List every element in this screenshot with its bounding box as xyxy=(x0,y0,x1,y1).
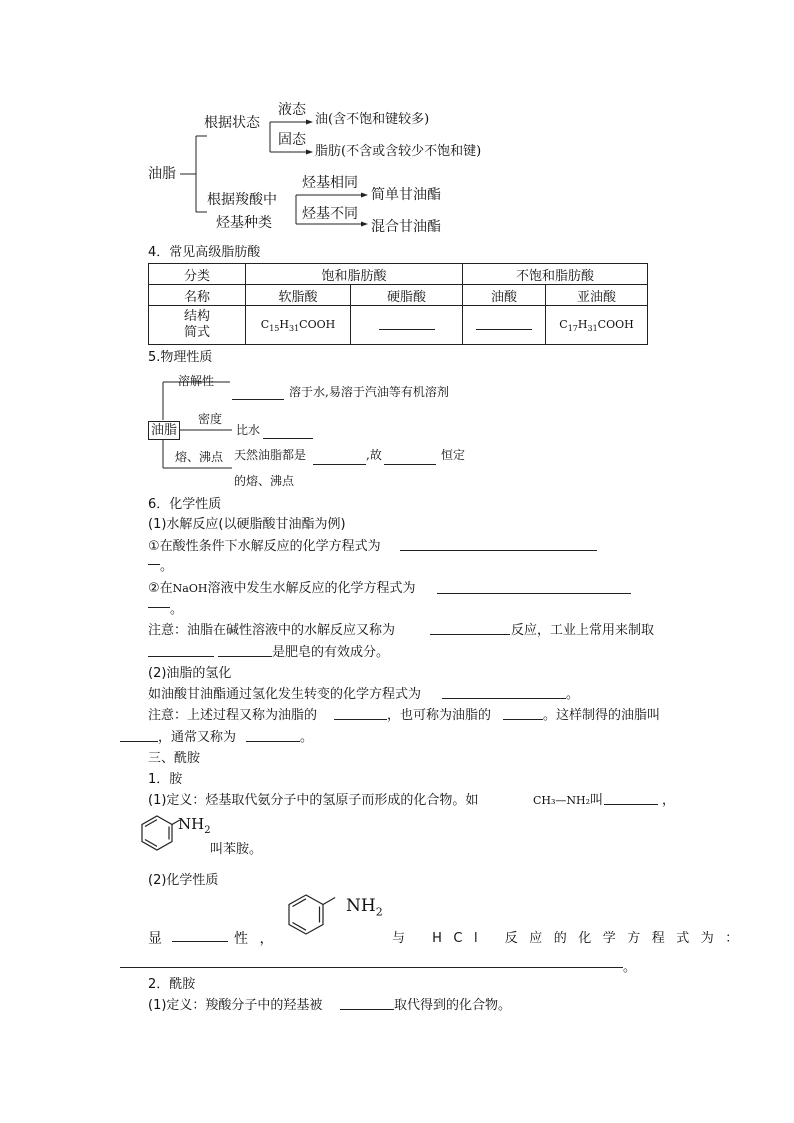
struct-stearic xyxy=(351,306,463,345)
blank-solubility[interactable] xyxy=(232,387,284,400)
amide-heading: 2．酰胺 xyxy=(148,977,196,992)
label-same-hydrocarbyl: 烃基相同 xyxy=(302,175,358,191)
box-oils-fats: 油脂 xyxy=(148,421,180,440)
name-oleic: 油酸 xyxy=(463,285,546,306)
name-linoleic: 亚油酸 xyxy=(546,285,648,306)
note-saponification-c: 是肥皂的有效成分。 xyxy=(272,645,390,660)
label-solid: 固态 xyxy=(278,132,306,148)
th-name: 名称 xyxy=(149,285,246,306)
name-palmitic: 软脂酸 xyxy=(246,285,351,306)
label-density: 密度 xyxy=(198,412,223,426)
blank-aniline-hcl[interactable] xyxy=(120,955,623,968)
question-acid-hydrolysis: ①在酸性条件下水解反应的化学方程式为 xyxy=(148,539,381,554)
note-hydrogenation-b: ，也可称为油脂的 xyxy=(387,708,492,723)
blank-saponification[interactable] xyxy=(430,622,510,635)
blank-base-hydrolysis-cont[interactable] xyxy=(148,595,170,608)
mp-text-4: 的熔、沸点 xyxy=(234,474,295,488)
blank-acid-hydrolysis-cont[interactable] xyxy=(148,552,160,565)
blank-hardening-2[interactable] xyxy=(503,707,543,720)
th-saturated: 饱和脂肪酸 xyxy=(246,264,463,285)
blank-hydrogenation[interactable] xyxy=(442,686,566,699)
hydrogenation-question: 如油酸甘油酯通过氢化发生转变的化学方程式为 xyxy=(148,687,422,702)
formula-palmitic: $C_{15}H_{31}COOH$ xyxy=(260,317,336,334)
blank-artificial-fat[interactable] xyxy=(246,729,300,742)
label-oil: 油(含不饱和键较多) xyxy=(315,112,430,127)
blank-mp-2[interactable] xyxy=(384,452,436,465)
label-simple-glyceride: 简单甘油酯 xyxy=(371,187,441,203)
section-6-heading: 6．化学性质 xyxy=(148,497,222,512)
branch-by-state: 根据状态 xyxy=(204,115,260,131)
blank-oleic[interactable] xyxy=(476,317,532,330)
amine-heading: 1．胺 xyxy=(148,772,183,787)
blank-methylamine-name[interactable] xyxy=(604,792,658,805)
fatty-acid-table xyxy=(148,263,648,345)
benzene-ring-2 xyxy=(289,895,335,934)
benzene-ring-1 xyxy=(142,816,180,850)
amide-def-a: (1)定义：羧酸分子中的羟基被 xyxy=(148,998,323,1013)
end-acid-hydrolysis: 。 xyxy=(160,559,174,574)
blank-base-hydrolysis[interactable] xyxy=(437,581,631,594)
blank-mp-1[interactable] xyxy=(313,452,366,465)
methylamine-formula: CH₃—NH₂ xyxy=(533,794,591,807)
th-structure-1: 结构 xyxy=(183,309,210,324)
note-hydrogenation-a: 注意：上述过程又称为油脂的 xyxy=(148,708,318,723)
label-fat: 脂肪(不含或含较少不饱和键) xyxy=(315,144,482,159)
struct-oleic xyxy=(463,306,546,345)
blank-density[interactable] xyxy=(263,426,313,439)
struct-linoleic xyxy=(546,306,648,345)
blank-hardening-1[interactable] xyxy=(334,707,387,720)
label-solubility: 溶解性 xyxy=(178,374,215,388)
mp-text-1: 天然油脂都是 xyxy=(234,448,307,462)
aniline-hcl-end: 。 xyxy=(623,960,637,975)
section-3-heading: 三、酰胺 xyxy=(148,751,201,766)
branch-by-acid-line1: 根据羧酸中 xyxy=(207,192,277,208)
note-hydrogenation-e: 。 xyxy=(300,730,314,745)
blank-stearic[interactable] xyxy=(379,317,435,330)
mp-text-3: 恒定 xyxy=(441,448,466,462)
th-structure xyxy=(149,306,246,345)
label-different-hydrocarbyl: 烃基不同 xyxy=(302,206,358,222)
name-stearic: 硬脂酸 xyxy=(351,285,463,306)
amine-chem-prop-heading: (2)化学性质 xyxy=(148,873,219,888)
label-mixed-glyceride: 混合甘油酯 xyxy=(371,219,441,235)
blank-hardened-oil[interactable] xyxy=(120,729,158,742)
section-5-heading: 5.物理性质 xyxy=(148,350,213,365)
section-4-heading: 4．常见高级脂肪酸 xyxy=(148,245,261,260)
th-class: 分类 xyxy=(149,264,246,285)
note-saponification-b: 反应，工业上常用来制取 xyxy=(511,623,655,638)
property-text: 性， xyxy=(234,931,285,947)
amine-def-end: ， xyxy=(662,793,676,808)
note-hydrogenation-c: 。这样制得的油脂叫 xyxy=(543,708,661,723)
amine-definition: (1)定义：烃基取代氨分子中的氢原子而形成的化合物。如 xyxy=(148,793,479,808)
hydrogenation-end: 。 xyxy=(566,687,580,702)
amine-called: 叫 xyxy=(590,793,604,808)
blank-amide-group[interactable] xyxy=(340,997,394,1010)
tree-root-oils-fats: 油脂 xyxy=(148,166,176,182)
struct-palmitic xyxy=(246,306,351,345)
blank-acid-hydrolysis[interactable] xyxy=(400,538,597,551)
end-base-hydrolysis: 。 xyxy=(170,602,184,617)
blank-basicity[interactable] xyxy=(172,929,228,942)
blank-soap-2[interactable] xyxy=(218,644,272,657)
th-structure-2: 简式 xyxy=(183,325,210,340)
branch-by-acid-line2: 烃基种类 xyxy=(216,215,272,231)
nh2-group-1: $NH_2$ xyxy=(178,815,211,836)
react-hcl-text: 与 HCl 反应的化学方程式为： xyxy=(392,931,750,946)
hydrogenation-heading: (2)油脂的氢化 xyxy=(148,666,232,681)
note-hydrogenation-d: ，通常又称为 xyxy=(158,730,237,745)
density-text: 比水 xyxy=(236,423,261,437)
label-melting-boiling: 熔、沸点 xyxy=(175,450,224,464)
blank-soap-1[interactable] xyxy=(148,644,214,657)
nh2-group-2: $NH_2$ xyxy=(346,896,383,919)
mp-text-2: ,故 xyxy=(366,448,382,462)
solubility-text: 溶于水,易溶于汽油等有机溶剂 xyxy=(289,385,449,399)
note-saponification-a: 注意：油脂在碱性溶液中的水解反应又称为 xyxy=(148,623,396,638)
shows-text: 显 xyxy=(148,931,162,947)
aniline-name: 叫苯胺。 xyxy=(210,842,263,857)
label-liquid: 液态 xyxy=(278,102,306,118)
question-base-hydrolysis: ②在NaOH溶液中发生水解反应的化学方程式为 xyxy=(148,581,416,596)
th-unsaturated: 不饱和脂肪酸 xyxy=(463,264,648,285)
amide-def-b: 取代得到的化合物。 xyxy=(394,998,512,1013)
hydrolysis-heading: (1)水解反应(以硬脂酸甘油酯为例) xyxy=(148,517,346,532)
formula-linoleic: $C_{17}H_{31}COOH$ xyxy=(559,317,634,334)
